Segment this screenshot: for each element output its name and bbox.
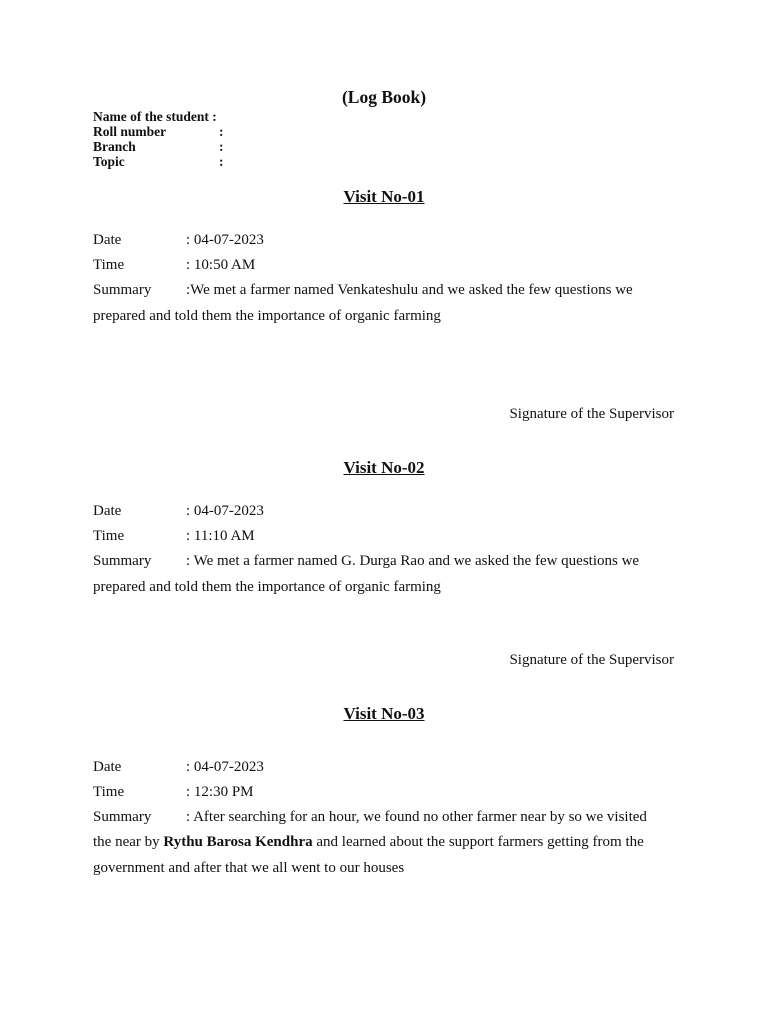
visit-3-time: : 12:30 PM (186, 784, 254, 800)
page-title: (Log Book) (341, 87, 427, 107)
branch-label: Branch (93, 139, 136, 154)
student-name-label: Name of the student : (93, 109, 217, 124)
topic-label: Topic (93, 154, 125, 169)
visit-2-time: : 11:10 AM (186, 528, 255, 544)
visit-1-date: : 04-07-2023 (186, 232, 264, 248)
visit-1-time: : 10:50 AM (186, 257, 256, 273)
visit-3-summary-line2-pre: the near by (93, 834, 164, 850)
visit-2-summary-label: Summary (93, 553, 152, 569)
visit-3-title: Visit No-03 (343, 704, 425, 723)
visit-3-date: : 04-07-2023 (186, 759, 264, 775)
visit-1-summary-line2: prepared and told them the importance of organic farming (93, 308, 441, 324)
visit-2-summary-line2: prepared and told them the importance of organic farming (93, 579, 441, 595)
visit-1-summary-line1: :We met a farmer named Venkateshulu and we asked the few questions we (186, 282, 633, 298)
roll-number-colon: : (219, 124, 224, 139)
visit-2-date: : 04-07-2023 (186, 503, 264, 519)
visit-2-date-label: Date (93, 503, 122, 519)
branch-colon: : (219, 139, 224, 154)
visit-1-time-label: Time (93, 257, 125, 273)
visit-3-summary-line2-post: and learned about the support farmers getting from the (312, 834, 644, 850)
visit-2-summary-line1: : We met a farmer named G. Durga Rao and we asked the few questions we (186, 553, 640, 569)
visit-3-summary-label: Summary (93, 809, 152, 825)
visit-3-time-label: Time (93, 784, 125, 800)
visit-3-date-label: Date (93, 759, 122, 775)
visit-2-time-label: Time (93, 528, 125, 544)
roll-number-label: Roll number (93, 124, 167, 139)
rythu-barosa-kendhra-text: Rythu Barosa Kendhra (163, 834, 313, 850)
visit-1-date-label: Date (93, 232, 122, 248)
visit-1-title: Visit No-01 (343, 187, 425, 206)
topic-colon: : (219, 154, 224, 169)
visit-3-summary-line2 (93, 832, 644, 852)
visit-1-signature: Signature of the Supervisor (509, 406, 674, 422)
visit-3-summary-line1: : After searching for an hour, we found no other farmer near by so we visited (186, 809, 647, 825)
visit-2-signature: Signature of the Supervisor (509, 652, 674, 668)
visit-2-title: Visit No-02 (343, 458, 425, 477)
visit-1-summary-label: Summary (93, 282, 152, 298)
visit-3-summary-line3: government and after that we all went to our houses (93, 860, 405, 876)
